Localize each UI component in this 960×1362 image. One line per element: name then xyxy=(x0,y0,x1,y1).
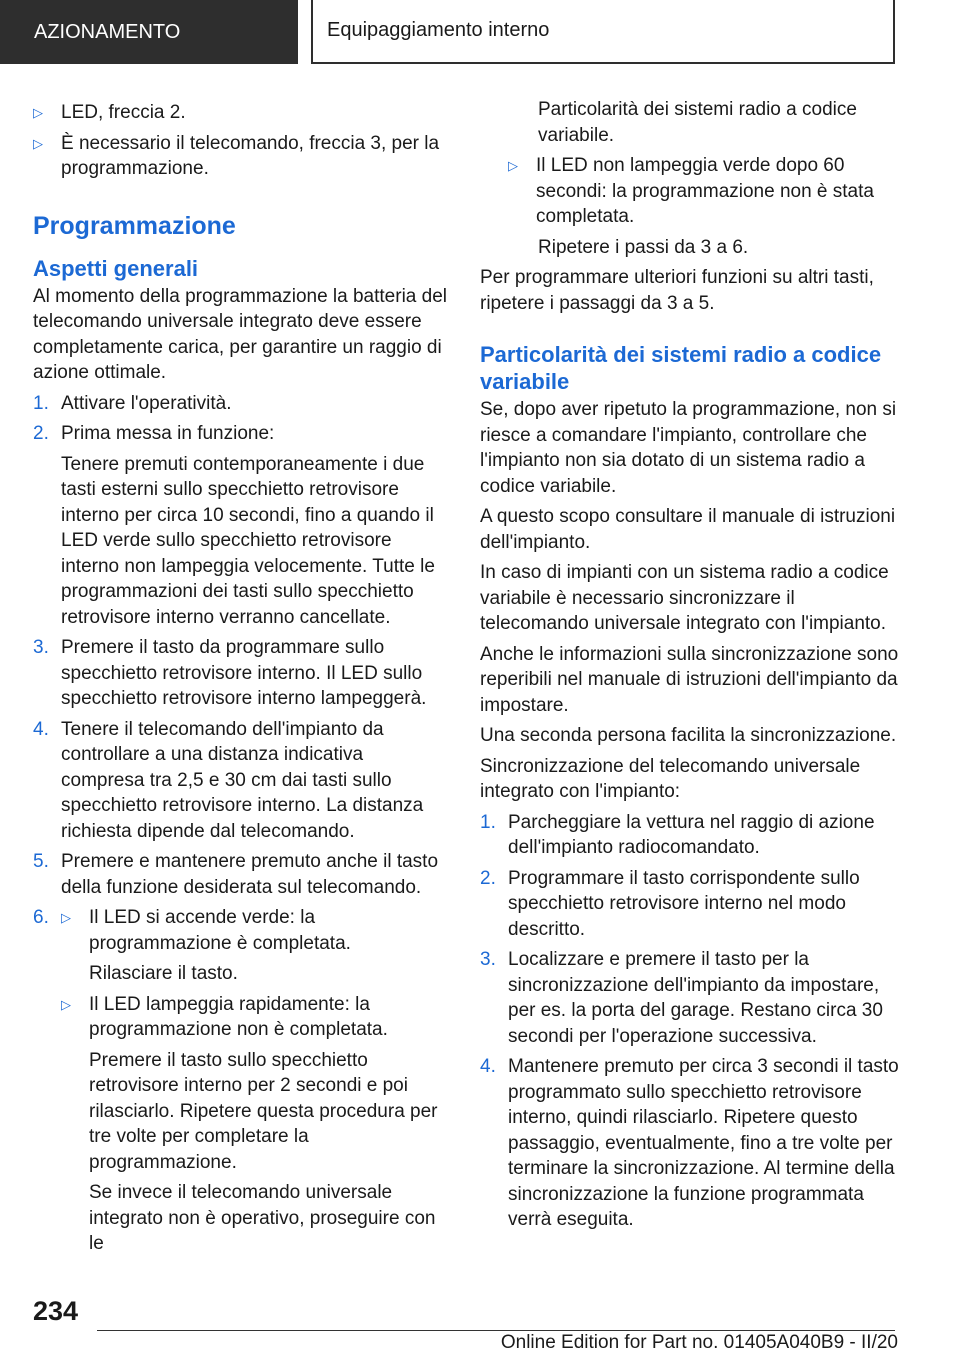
section-heading: Programmazione xyxy=(33,211,236,240)
right-column xyxy=(480,97,900,1238)
triangle-bullet-icon: ▷ xyxy=(33,105,43,120)
step-item xyxy=(480,153,900,230)
step-item: 3. Premere il tasto da programmare sullo specchietto retrovisore interno. Il LED sullo specchietto retrovisore interno lampeggerà. xyxy=(33,637,427,709)
step-detail: Se invece il telecomando universale integrato non è operativo, proseguire con le xyxy=(89,1182,436,1254)
page-number: 234 xyxy=(33,1296,79,1326)
subsection-heading: Aspetti generali xyxy=(33,255,199,281)
chapter-tab: Equipaggiamento interno xyxy=(311,0,895,64)
paragraph: Una seconda persona facilita la sincronizzazione. xyxy=(480,725,897,746)
step-item: 3. Localizzare e premere il tasto per la sincronizzazione dell'impianto da impostare, per es. la porta del garage. Restano circa 30 secondi per l'operazione successiva. xyxy=(480,949,883,1047)
step-item: 2. Programmare il tasto corrispondente sullo specchietto retrovisore interno nel modo descritto. xyxy=(480,867,860,940)
paragraph: Anche le informazioni sulla sincronizzazione sono reperibili nel manuale di istruzioni dell'impianto da impostare. xyxy=(480,643,899,716)
step-item: 5. Premere e mantenere premuto anche il tasto della funzione desiderata sul telecomando. xyxy=(33,851,439,898)
triangle-bullet-icon: ▷ xyxy=(61,910,71,925)
paragraph: A questo scopo consultare il manuale di istruzioni dell'impianto. xyxy=(480,506,896,553)
paragraph: In caso di impianti con un sistema radio a codice variabile è necessario sincronizzare il telecomando universale integrato con l'impianto. xyxy=(480,562,889,634)
triangle-bullet-icon: ▷ xyxy=(508,158,518,173)
paragraph: Per programmare ulteriori funzioni su altri tasti, ripetere i passaggi da 3 a 5. xyxy=(480,267,874,314)
step-detail: Premere il tasto sullo specchietto retrovisore interno per 2 secondi e poi rilasciarlo. Ripetere questa procedura per tre volte per completare la programmazione. xyxy=(89,1049,438,1173)
triangle-bullet-icon: ▷ xyxy=(33,135,43,151)
sub-bullet: ▷ Il LED lampeggia rapidamente: la programmazione non è completata. xyxy=(61,993,388,1040)
step-item: 1. Parcheggiare la vettura nel raggio di azione dell'impianto radiocomandato. xyxy=(480,811,875,858)
step-item: 4. Mantenere premuto per circa 3 secondi il tasto programmato sullo specchietto retrovisore interno, quindi rilasciarlo. Ripetere questo passaggio, eventualmente, fino a tre volte per terminare la sincronizzazione. Al termine della sincronizzazione la funzione programmata verrà eseguita. xyxy=(480,1056,899,1230)
list-item: ▷ È necessario il telecomando, freccia 3, per la programmazione. xyxy=(33,132,440,179)
intro-paragraph: Al momento della programmazione la batteria del telecomando universale integrato deve essere completamente carica, per garantire un raggio di azione ottimale. xyxy=(33,285,447,383)
step-item: 1. Attivare l'operatività. xyxy=(33,392,232,414)
step-detail: Particolarità dei sistemi radio a codice variabile. xyxy=(538,99,857,146)
subsection-heading: Particolarità dei sistemi radio a codice variabile xyxy=(480,342,882,394)
left-column xyxy=(33,100,451,1262)
sub-bullet: ▷ Il LED non lampeggia verde dopo 60 secondi: la programmazione non è stata completata. xyxy=(508,155,874,227)
footer-divider xyxy=(97,1330,895,1331)
edition-footer: Online Edition for Part no. 01405A040B9 - II/20 xyxy=(500,1332,898,1353)
step-detail: Rilasciare il tasto. xyxy=(89,963,238,984)
section-tab: AZIONAMENTO xyxy=(0,0,298,64)
step-detail: Tenere premuti contemporaneamente i due tasti esterni sullo specchietto retrovisore interno per circa 10 secondi, fino a quando il LED verde sullo specchietto retrovisore interno non lampeggia velocemente. Tutte le programmazioni dei tasti sullo specchietto retrovisore interno verranno cancellate. xyxy=(61,453,435,628)
triangle-bullet-icon: ▷ xyxy=(61,996,71,1012)
step-item: 6. ▷ Il LED si accende verde: la programmazione è completata. xyxy=(33,905,451,956)
list-item: ▷ LED, freccia 2. xyxy=(33,100,451,126)
paragraph: Sincronizzazione del telecomando universale integrato con l'impianto: xyxy=(480,755,861,802)
step-item xyxy=(33,992,451,1043)
sub-bullet: ▷ Il LED si accende verde: la programmazione è completata. xyxy=(61,907,351,954)
step-detail: Ripetere i passi da 3 a 6. xyxy=(538,236,749,258)
paragraph: Se, dopo aver ripetuto la programmazione, non si riesce a comandare l'impianto, controllare che l'impianto non sia dotato di un sistema radio a codice variabile. xyxy=(480,399,897,497)
step-item: 2. Prima messa in funzione: xyxy=(33,423,275,444)
step-item: 4. Tenere il telecomando dell'impianto da controllare a una distanza indicativa compresa tra 2,5 e 30 cm dai tasti sullo specchietto retrovisore interno. La distanza richiesta dipende dal telecomando. xyxy=(33,718,424,842)
